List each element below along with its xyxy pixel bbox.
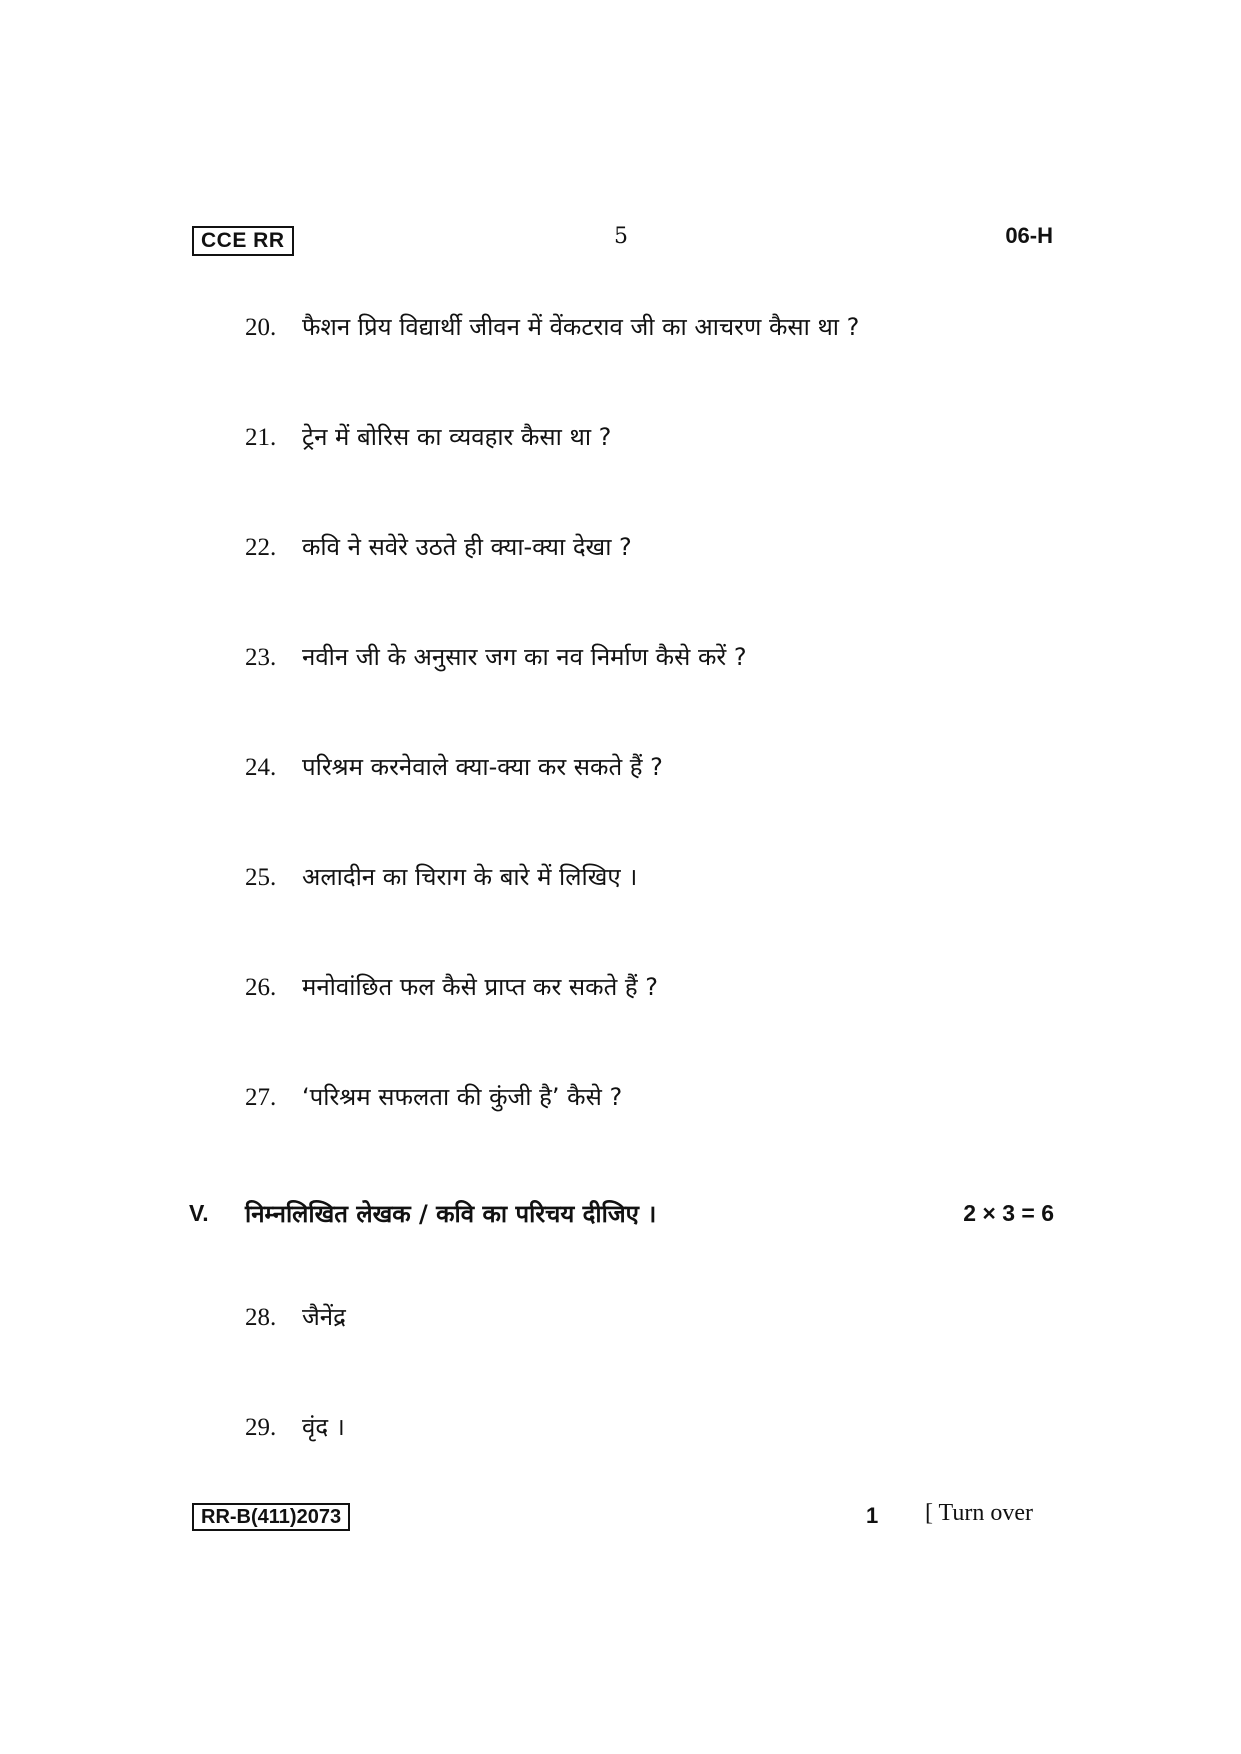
question-text: फैशन प्रिय विद्यार्थी जीवन में वेंकटराव जी का आचरण कैसा था ?	[302, 313, 860, 341]
question-text: ट्रेन में बोरिस का व्यवहार कैसा था ?	[302, 423, 612, 451]
question-text: परिश्रम करनेवाले क्या-क्या कर सकते हैं ?	[302, 753, 663, 781]
question-number: 25.	[245, 864, 277, 891]
paper-code: 06-H	[1005, 223, 1053, 248]
question-text: जैनेंद्र	[302, 1303, 346, 1331]
exam-code-box: CCE RR	[192, 226, 294, 256]
question-item	[245, 1410, 345, 1445]
question-number: 28.	[245, 1304, 277, 1331]
question-text: वृंद ।	[302, 1413, 345, 1441]
question-item	[245, 1080, 622, 1115]
section-numeral: V.	[189, 1200, 209, 1226]
question-number: 27.	[245, 1084, 277, 1111]
question-number: 24.	[245, 754, 277, 781]
page-number: 5	[614, 224, 628, 249]
footer-code-box: RR-B(411)2073	[192, 1503, 350, 1531]
question-number: 29.	[245, 1414, 277, 1441]
question-number: 22.	[245, 534, 277, 561]
question-number: 20.	[245, 314, 277, 341]
question-item	[245, 970, 658, 1005]
question-item	[245, 860, 637, 895]
footer-page-count: 1	[866, 1503, 879, 1528]
question-text: अलादीन का चिराग के बारे में लिखिए ।	[302, 863, 638, 891]
question-text: ‘परिश्रम सफलता की कुंजी है’ कैसे ?	[302, 1083, 623, 1111]
question-text: कवि ने सवेरे उठते ही क्या-क्या देखा ?	[302, 533, 632, 561]
question-text: नवीन जी के अनुसार जग का नव निर्माण कैसे करें ?	[302, 643, 747, 671]
question-item	[245, 750, 663, 785]
question-item	[245, 1300, 346, 1335]
section-marks: 2 × 3 = 6	[963, 1200, 1054, 1226]
question-item	[245, 530, 632, 565]
section-title: निम्नलिखित लेखक / कवि का परिचय दीजिए ।	[245, 1200, 657, 1228]
question-item	[245, 310, 859, 345]
question-number: 21.	[245, 424, 277, 451]
question-text: मनोवांछित फल कैसे प्राप्त कर सकते हैं ?	[302, 973, 659, 1001]
question-number: 26.	[245, 974, 277, 1001]
question-item	[245, 420, 611, 455]
question-number: 23.	[245, 644, 277, 671]
turn-over-note: [ Turn over	[925, 1500, 1034, 1526]
question-item	[245, 640, 747, 675]
